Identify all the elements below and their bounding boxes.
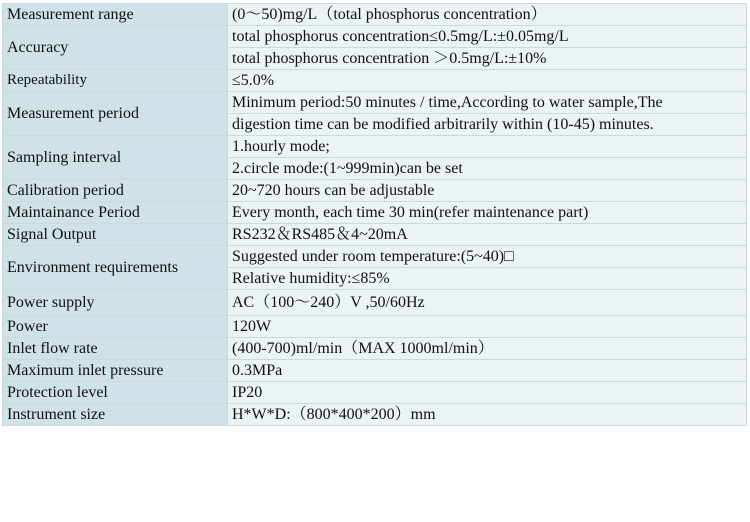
spec-value [228,70,747,92]
spec-value-line: H*W*D:（800*400*200）mm [232,406,436,423]
table-row [3,4,747,26]
spec-label: Accuracy [3,26,228,70]
spec-label: Maintainance Period [3,202,228,224]
spec-value [228,4,747,26]
spec-value-line: digestion time can be modified arbitrarily within (10-45) minutes. [228,113,746,135]
spec-label: Sampling interval [3,136,228,180]
spec-value-line: 20~720 hours can be adjustable [232,182,435,199]
spec-value-line: Every month, each time 30 min(refer maintenance part) [232,204,589,221]
spec-label: Measurement period [3,92,228,136]
table-row [3,224,747,246]
table-row [3,360,747,382]
spec-value [228,136,747,180]
spec-value [228,360,747,382]
table-row [3,92,747,136]
spec-value [228,316,747,338]
spec-value-line: 120W [232,318,272,335]
spec-value-line: AC（100～240）V ,50/60Hz [232,294,425,311]
spec-label: Instrument size [3,404,228,426]
spec-label: Power [3,316,228,338]
table-row [3,26,747,70]
spec-label: Protection level [3,382,228,404]
spec-value [228,246,747,290]
spec-label: Measurement range [3,4,228,26]
table-row [3,70,747,92]
spec-value [228,180,747,202]
spec-value [228,404,747,426]
table-row [3,246,747,290]
spec-label: Calibration period [3,180,228,202]
spec-value [228,338,747,360]
spec-label: Power supply [3,290,228,316]
spec-value [228,382,747,404]
spec-value [228,224,747,246]
spec-value-line: 1.hourly mode; [232,138,330,155]
table-row [3,136,747,180]
spec-value [228,290,747,316]
spec-value [228,202,747,224]
spec-value-line: 0.3MPa [232,362,283,379]
spec-value-line: (400-700)ml/min（MAX 1000ml/min） [232,340,494,357]
table-row [3,382,747,404]
spec-label: Environment requirements [3,246,228,290]
specification-table [2,3,747,426]
spec-label: Signal Output [3,224,228,246]
table-row [3,338,747,360]
spec-value [228,26,747,70]
spec-label: Repeatability [3,70,228,92]
spec-value-line: ≤5.0% [232,72,275,89]
spec-value-line: Minimum period:50 minutes / time,According to water sample,The [232,94,663,111]
spec-value-line: Relative humidity:≤85% [228,267,746,289]
table-row [3,316,747,338]
spec-value-line: RS232＆RS485＆4~20mA [232,226,408,243]
spec-label: Maximum inlet pressure [3,360,228,382]
table-row [3,202,747,224]
spec-value [228,92,747,136]
spec-value-line: (0～50)mg/L（total phosphorus concentration） [232,6,547,23]
table-row [3,180,747,202]
spec-value-line: total phosphorus concentration≤0.5mg/L:±0.05mg/L [232,28,569,45]
spec-label: Inlet flow rate [3,338,228,360]
spec-value-line: total phosphorus concentration ＞0.5mg/L:±10% [228,47,746,69]
spec-value-line: Suggested under room temperature:(5~40)□ [232,248,514,265]
table-row [3,290,747,316]
table-row [3,404,747,426]
spec-value-line: IP20 [232,384,263,401]
spec-value-line: 2.circle mode:(1~999min)can be set [228,157,746,179]
